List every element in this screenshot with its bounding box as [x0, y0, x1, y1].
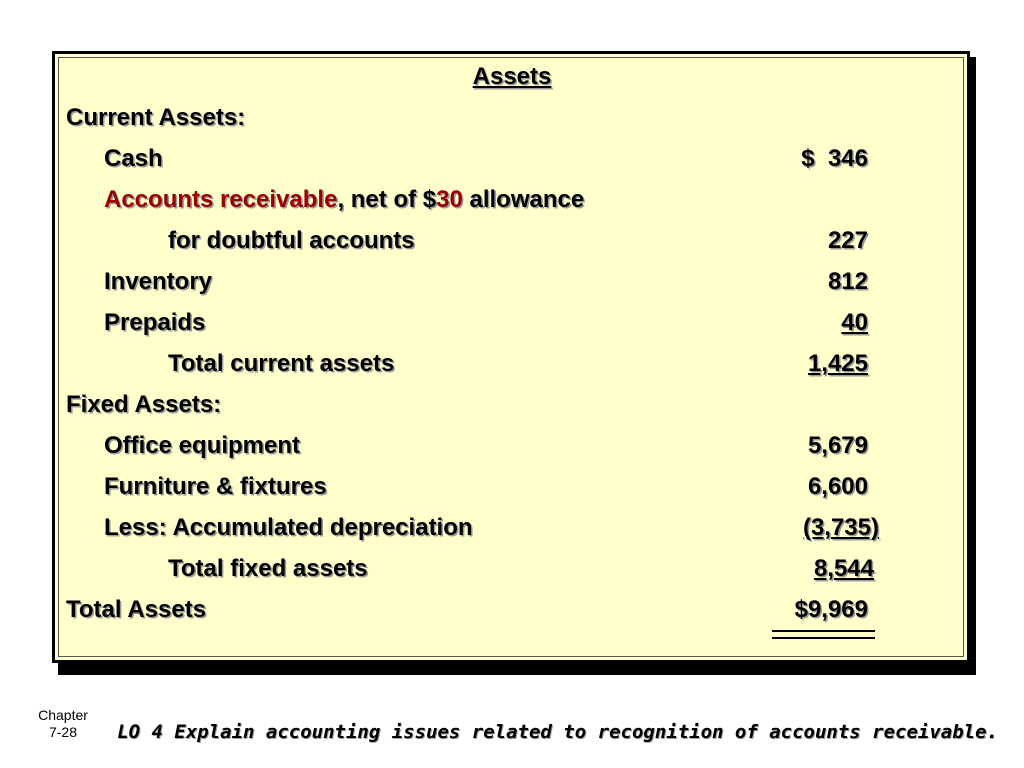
ar-doubtful-accounts-label: for doubtful accounts: [168, 227, 415, 254]
chapter-number: 7-28: [48, 724, 78, 740]
total-current-assets-label: Total current assets: [168, 350, 395, 377]
accounts-receivable-amount: 227: [827, 227, 868, 254]
accounts-receivable-label: Accounts receivable: [104, 186, 338, 213]
learning-objective: LO 4 Explain accounting issues related to recognition of accounts receivable.: [117, 721, 998, 743]
furniture-fixtures-amount: 6,600: [807, 473, 868, 500]
prepaids-amount: 40: [841, 309, 868, 336]
cash-label: Cash: [104, 145, 163, 172]
total-fixed-assets-label: Total fixed assets: [168, 555, 368, 582]
office-equipment-amount: 5,679: [807, 432, 868, 459]
total-assets-label: Total Assets: [66, 596, 207, 623]
office-equipment-label: Office equipment: [104, 432, 301, 459]
total-assets-amount: $9,969: [794, 596, 868, 623]
assets-heading: Assets: [472, 63, 552, 90]
chapter-label: Chapter: [38, 707, 88, 723]
accumulated-depreciation-label: Less: Accumulated depreciation: [104, 514, 473, 541]
inventory-label: Inventory: [104, 268, 213, 295]
furniture-fixtures-label: Furniture & fixtures: [104, 473, 327, 500]
accumulated-depreciation-amount: (3,735): [802, 514, 879, 541]
ar-net-of-text: , net of $: [337, 186, 437, 213]
inventory-amount: 812: [827, 268, 868, 295]
cash-amount: $ 346: [801, 145, 868, 172]
chapter-label-block: [30, 707, 96, 741]
ar-allowance-value: 30: [436, 186, 463, 213]
double-underline-bottom: [772, 637, 875, 639]
fixed-assets-label: Fixed Assets:: [66, 391, 222, 418]
total-fixed-assets-amount: 8,544: [813, 555, 874, 582]
current-assets-label: Current Assets:: [66, 104, 246, 131]
accounts-receivable-line: [104, 186, 584, 214]
total-current-assets-amount: 1,425: [807, 350, 868, 377]
double-underline-top: [772, 630, 875, 632]
prepaids-label: Prepaids: [104, 309, 206, 336]
ar-allowance-text: allowance: [462, 186, 585, 213]
